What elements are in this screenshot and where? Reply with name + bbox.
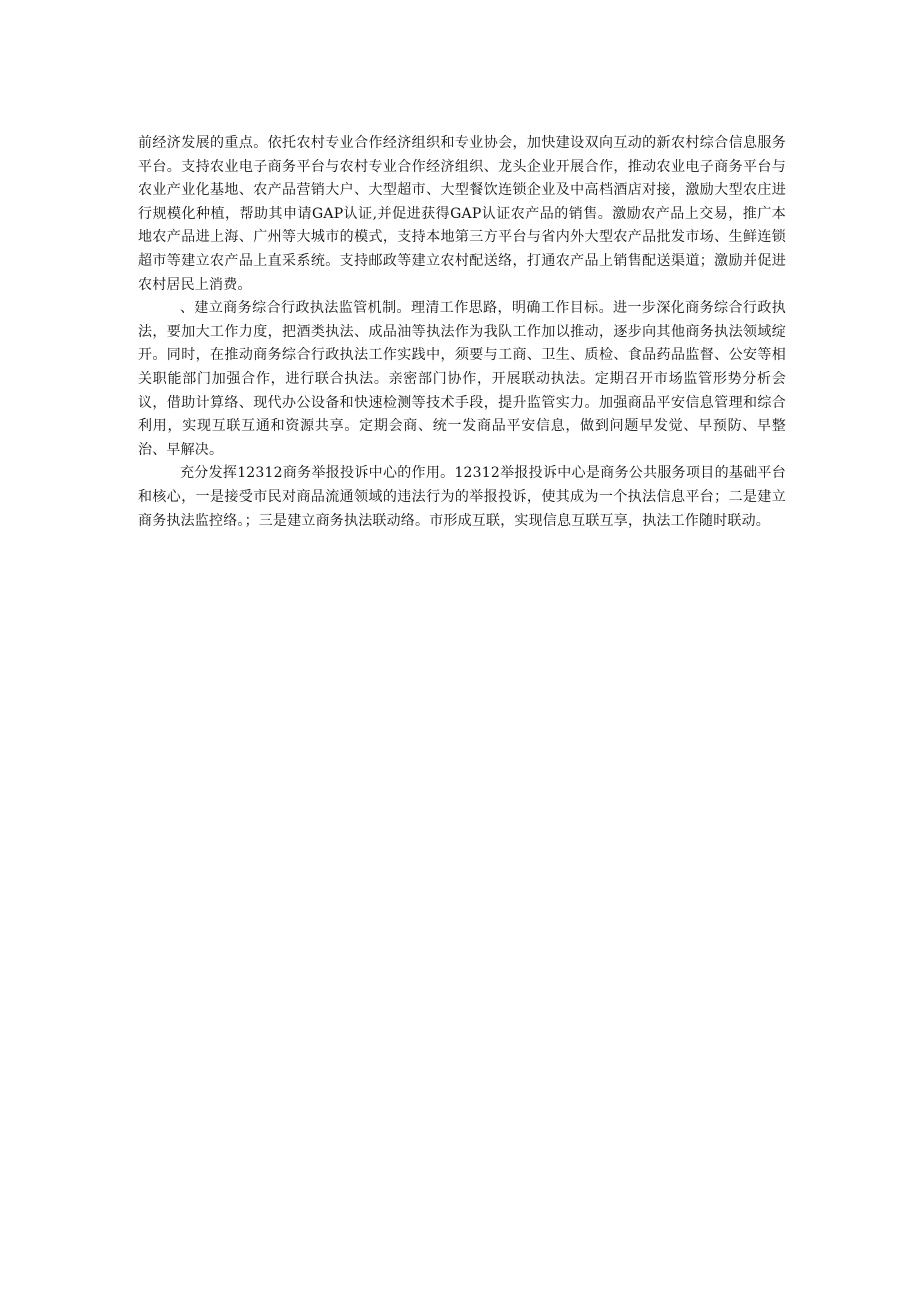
paragraph-2: 、建立商务综合行政执法监管机制。理清工作思路，明确工作目标。进一步深化商务综合行政执法，要加大工作力度，把酒类执法、成品油等执法作为我队工作加以推动，逐步向其他商务执法领域绽开。同时，在推动商务综合行政执法工作实践中，须要与工商、卫生、质检、食品药品监督、公安等相关职能部门加强合作，进行联合执法。亲密部门协作，开展联动执法。定期召开市场监管形势分析会议，借助计算络、现代办公设备和快速检测等技术手段，提升监管实力。加强商品平安信息管理和综合利用，实现互联互通和资源共享。定期会商、统一发商品平安信息，做到问题早发觉、早预防、早整治、早解决。	[138, 300, 786, 458]
paragraph-1: 前经济发展的重点。依托农村专业合作经济组织和专业协会，加快建设双向互动的新农村综合信息服务平台。支持农业电子商务平台与农村专业合作经济组织、龙头企业开展合作，推动农业电子商务平台与农业产业化基地、农产品营销大户、大型超市、大型餐饮连锁企业及中高档酒店对接，激励大型农庄进行规模化种植，帮助其申请GAP认证,并促进获得GAP认证农产品的销售。激励农产品上交易，推广本地农产品进上海、广州等大城市的模式，支持本地第三方平台与省内外大型农产品批发市场、生鲜连锁超市等建立农产品上直采系统。支持邮政等建立农村配送络，打通农产品上销售配送渠道；激励并促进农村居民上消费。	[138, 135, 786, 293]
document-body	[138, 132, 786, 533]
paragraph-3: 充分发挥12312商务举报投诉中心的作用。12312举报投诉中心是商务公共服务项目的基础平台和核心，一是接受市民对商品流通领域的违法行为的举报投诉，使其成为一个执法信息平台；二是建立商务执法监控络。；三是建立商务执法联动络。市形成互联，实现信息互联互享，执法工作随时联动。	[138, 465, 786, 529]
